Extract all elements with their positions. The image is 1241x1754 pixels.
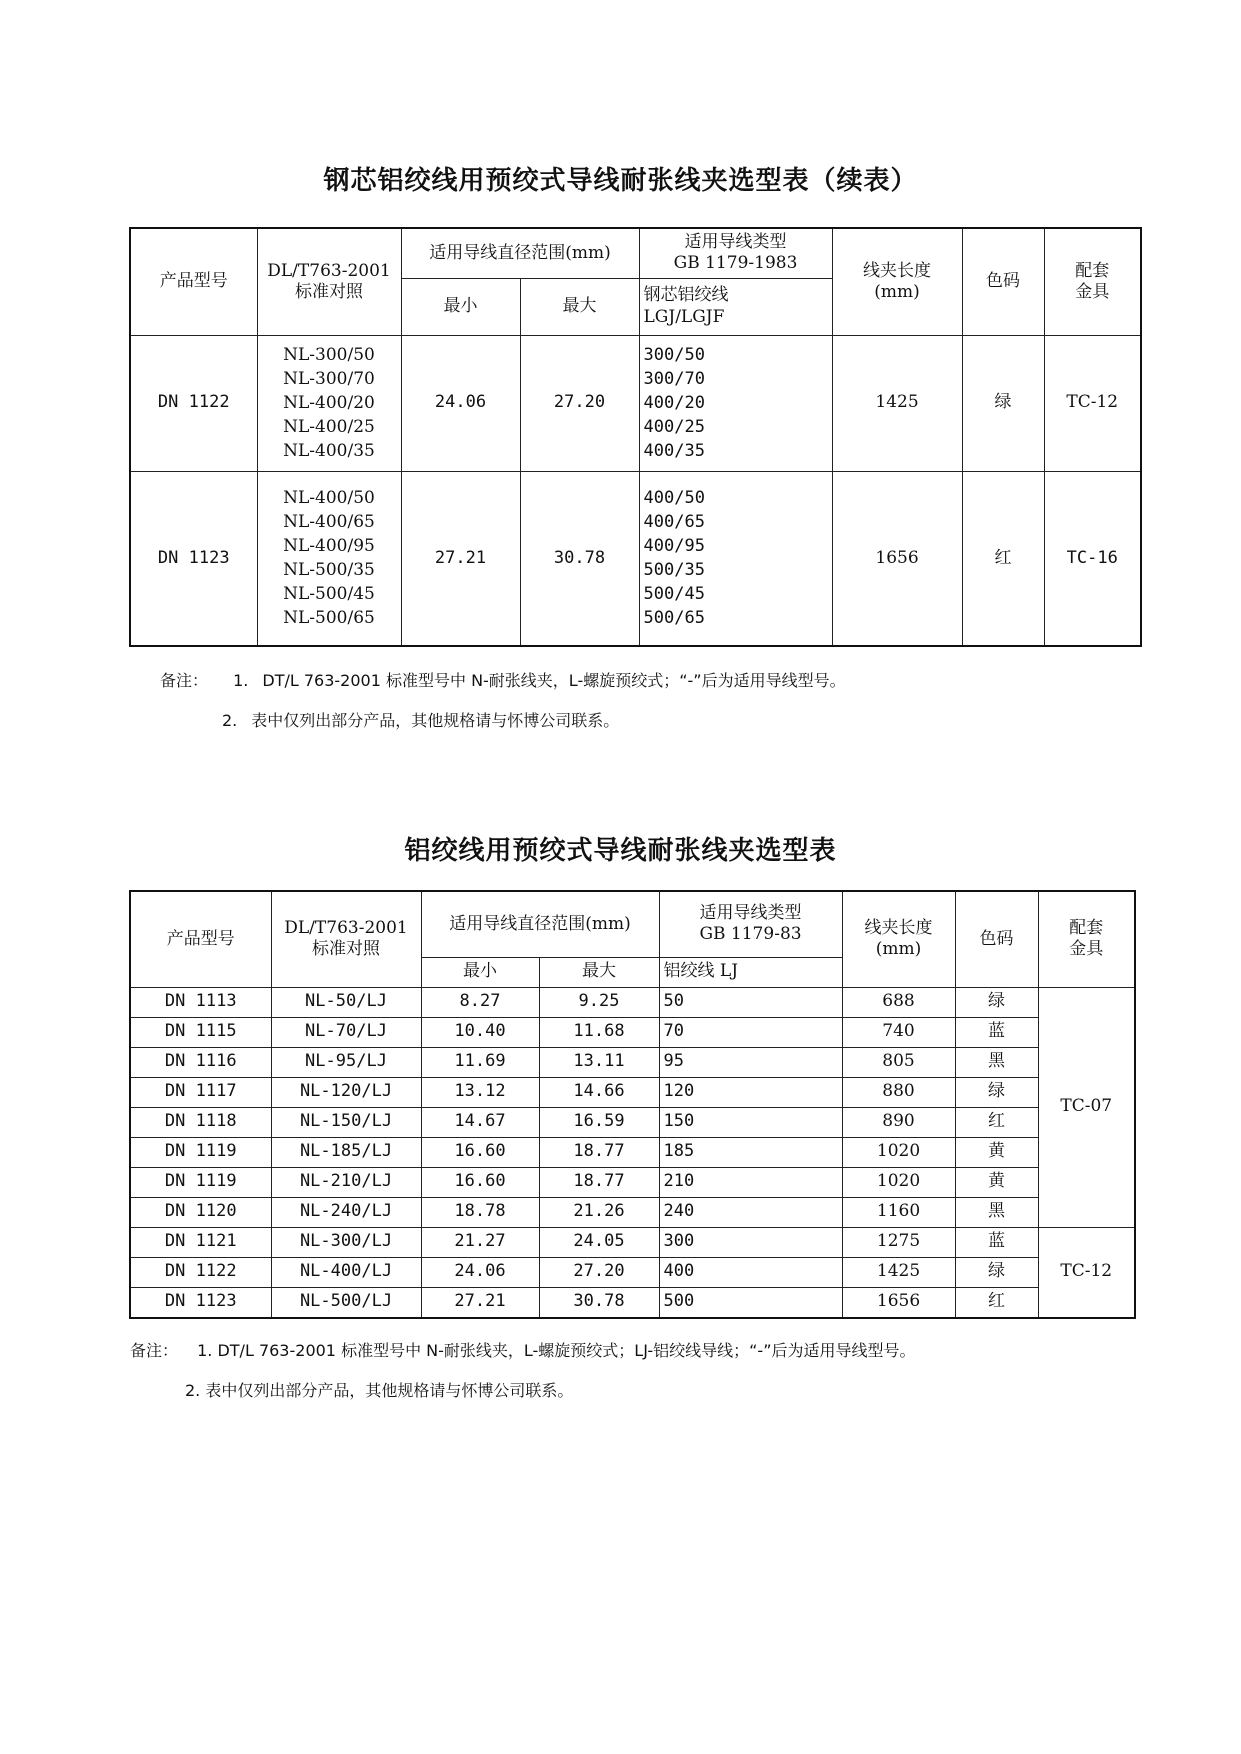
- t2-cell-min: 24.06: [421, 1257, 539, 1287]
- t2-cell-color: 蓝: [955, 1227, 1038, 1257]
- t2-cell-type: 300: [659, 1227, 842, 1257]
- t2-cell-standard: NL-50/LJ: [271, 987, 421, 1017]
- t2-cell-type: 210: [659, 1167, 842, 1197]
- t2-fitting-group: TC-07: [1038, 987, 1135, 1227]
- table-row: [130, 1287, 1135, 1318]
- t2-cell-type: 50: [659, 987, 842, 1017]
- t2-cell-color: 红: [955, 1107, 1038, 1137]
- t1-header-fitting-line1: 配套: [1075, 260, 1110, 281]
- t2-note2: [185, 1378, 573, 1401]
- t2-header-standard-line2: 标准对照: [312, 939, 380, 960]
- t2-cell-min: 16.60: [421, 1167, 539, 1197]
- t2-cell-color: 黑: [955, 1197, 1038, 1227]
- t2-cell-standard: NL-185/LJ: [271, 1137, 421, 1167]
- t1-row1-types: [639, 471, 832, 646]
- t1-row0-fitting: TC-12: [1044, 335, 1141, 471]
- t1-row1-max: 30.78: [520, 471, 639, 646]
- t2-cell-standard: NL-95/LJ: [271, 1047, 421, 1077]
- t1-row0-length: 1425: [832, 335, 962, 471]
- table2: [129, 890, 1136, 1319]
- t1-row1-standard: NL-400/50: [283, 488, 375, 509]
- t1-row1-model: DN 1123: [130, 471, 257, 646]
- table-row: [130, 1137, 1135, 1167]
- t1-header-length: [832, 228, 962, 335]
- t1-row1-standard: NL-400/95: [283, 536, 375, 557]
- t1-header-fitting: [1044, 228, 1141, 335]
- t2-cell-length: 1656: [842, 1287, 955, 1318]
- t2-header-diameter: 适用导线直径范围(mm): [421, 891, 659, 957]
- t1-row0-standard: NL-300/70: [283, 369, 375, 389]
- t2-cell-model: DN 1120: [130, 1197, 271, 1227]
- t2-cell-type: 500: [659, 1287, 842, 1318]
- t2-header-min: 最小: [421, 957, 539, 987]
- table-row: [130, 1077, 1135, 1107]
- table-row: [130, 471, 1141, 646]
- t2-cell-min: 18.78: [421, 1197, 539, 1227]
- t2-cell-model: DN 1119: [130, 1167, 271, 1197]
- t2-cell-model: DN 1117: [130, 1077, 271, 1107]
- t1-row1-type: 500/45: [643, 584, 705, 605]
- t1-header-standard: [257, 228, 401, 335]
- t2-cell-color: 黄: [955, 1167, 1038, 1197]
- t2-cell-max: 9.25: [539, 987, 659, 1017]
- table-row: [130, 1257, 1135, 1287]
- t1-row1-type: 500/65: [643, 608, 705, 629]
- t1-row1-standards: [257, 471, 401, 646]
- t1-header-color: 色码: [962, 228, 1044, 335]
- t2-cell-min: 21.27: [421, 1227, 539, 1257]
- t2-header-fitting-line1: 配套: [1069, 918, 1104, 938]
- t2-cell-min: 13.12: [421, 1077, 539, 1107]
- t1-header-type-sub: [639, 278, 832, 335]
- t2-cell-max: 24.05: [539, 1227, 659, 1257]
- t1-row1-min: 27.21: [401, 471, 520, 646]
- t1-row0-type: 400/25: [643, 417, 705, 437]
- t2-cell-max: 16.59: [539, 1107, 659, 1137]
- t2-header-max: 最大: [539, 957, 659, 987]
- table-row: [130, 1197, 1135, 1227]
- t2-header-length-line1: 线夹长度: [864, 918, 933, 938]
- t2-header-color: 色码: [955, 891, 1038, 987]
- t2-cell-model: DN 1123: [130, 1287, 271, 1318]
- t2-cell-max: 11.68: [539, 1017, 659, 1047]
- t1-row1-standard: NL-500/45: [283, 584, 375, 605]
- t2-cell-length: 740: [842, 1017, 955, 1047]
- t1-row1-type: 400/65: [643, 512, 705, 533]
- t2-note-label: 备注：: [130, 1341, 179, 1360]
- t1-row0-type: 400/35: [643, 441, 705, 461]
- t2-cell-length: 688: [842, 987, 955, 1017]
- t2-cell-min: 8.27: [421, 987, 539, 1017]
- t2-cell-min: 27.21: [421, 1287, 539, 1318]
- t2-cell-standard: NL-120/LJ: [271, 1077, 421, 1107]
- t1-header-length-line2: (mm): [874, 281, 920, 302]
- t1-row0-color: 绿: [962, 335, 1044, 471]
- table-row: [130, 1047, 1135, 1077]
- t1-row1-type: 400/95: [643, 536, 705, 557]
- t2-cell-max: 30.78: [539, 1287, 659, 1318]
- t1-row0-standard: NL-400/25: [283, 417, 375, 437]
- t2-cell-max: 13.11: [539, 1047, 659, 1077]
- t2-cell-min: 10.40: [421, 1017, 539, 1047]
- table-row: [130, 1167, 1135, 1197]
- t1-note2-num: 2.: [222, 711, 238, 730]
- t2-cell-color: 黑: [955, 1047, 1038, 1077]
- t1-row0-type: 300/50: [643, 345, 705, 365]
- t1-row1-color: 红: [962, 471, 1044, 646]
- t2-header-model: 产品型号: [130, 891, 271, 987]
- t1-header-min: 最小: [401, 278, 520, 335]
- t2-header-length: [842, 891, 955, 987]
- t2-cell-standard: NL-70/LJ: [271, 1017, 421, 1047]
- t1-header-length-line1: 线夹长度: [863, 260, 932, 281]
- t1-row1-fitting: TC-16: [1044, 471, 1141, 646]
- table2-title: 铝绞线用预绞式导线耐张线夹选型表: [404, 836, 837, 866]
- t1-row0-type: 400/20: [643, 393, 705, 413]
- t2-cell-length: 1020: [842, 1167, 955, 1197]
- t2-note1-text: 1. DT/L 763-2001 标准型号中 N-耐张线夹，L-螺旋预绞式；LJ-铝绞线导线；“-”后为适用导线型号。: [197, 1341, 916, 1360]
- t1-row0-standards: [257, 335, 401, 471]
- t2-header-length-line2: (mm): [875, 939, 922, 960]
- t2-cell-standard: NL-150/LJ: [271, 1107, 421, 1137]
- t1-row1-type: 400/50: [643, 488, 705, 509]
- t1-note1-text: DT/L 763-2001 标准型号中 N-耐张线夹，L-螺旋预绞式；“-”后为适用导线型号。: [262, 671, 846, 690]
- t2-cell-min: 16.60: [421, 1137, 539, 1167]
- t2-cell-max: 14.66: [539, 1077, 659, 1107]
- t2-cell-model: DN 1119: [130, 1137, 271, 1167]
- t2-header-standard-line1: DL/T763-2001: [284, 918, 408, 938]
- t2-cell-standard: NL-300/LJ: [271, 1227, 421, 1257]
- t2-cell-model: DN 1113: [130, 987, 271, 1017]
- t2-cell-length: 880: [842, 1077, 955, 1107]
- t2-cell-length: 890: [842, 1107, 955, 1137]
- t2-cell-type: 70: [659, 1017, 842, 1047]
- t2-cell-standard: NL-210/LJ: [271, 1167, 421, 1197]
- t2-cell-type: 240: [659, 1197, 842, 1227]
- t1-note2-text: 表中仅列出部分产品，其他规格请与怀博公司联系。: [251, 711, 620, 730]
- t1-row0-model: DN 1122: [130, 335, 257, 471]
- t1-row1-standard: NL-500/35: [283, 560, 375, 581]
- t2-cell-model: DN 1115: [130, 1017, 271, 1047]
- t1-row1-type: 500/35: [643, 560, 705, 581]
- t2-fitting-group: TC-12: [1038, 1227, 1135, 1318]
- t2-body: [130, 987, 1135, 1318]
- table-row: [130, 1227, 1135, 1257]
- t2-cell-length: 1020: [842, 1137, 955, 1167]
- t2-cell-standard: NL-500/LJ: [271, 1287, 421, 1318]
- t2-header-fitting: [1038, 891, 1135, 987]
- table-row: [130, 1017, 1135, 1047]
- t2-header-standard: [271, 891, 421, 987]
- t1-row0-standard: NL-300/50: [283, 345, 375, 365]
- table1-title: 钢芯铝绞线用预绞式导线耐张线夹选型表（续表）: [323, 166, 918, 196]
- t1-header-type-line1: 适用导线类型: [684, 232, 787, 252]
- t2-cell-color: 绿: [955, 1077, 1038, 1107]
- t1-note2: [222, 708, 619, 731]
- t1-row0-standard: NL-400/20: [283, 393, 375, 413]
- t2-cell-type: 150: [659, 1107, 842, 1137]
- t1-row0-max: 27.20: [520, 335, 639, 471]
- t2-cell-model: DN 1118: [130, 1107, 271, 1137]
- table-row: [130, 1107, 1135, 1137]
- t2-cell-model: DN 1116: [130, 1047, 271, 1077]
- t1-header-type: [639, 228, 832, 278]
- t1-row1-length: 1656: [832, 471, 962, 646]
- t1-header-type-line2: GB 1179-1983: [673, 253, 798, 274]
- t2-cell-length: 1275: [842, 1227, 955, 1257]
- t2-cell-type: 95: [659, 1047, 842, 1077]
- table-row: [130, 987, 1135, 1017]
- t1-note1-num: 1.: [233, 671, 249, 690]
- t2-header-type-line1: 适用导线类型: [699, 903, 802, 923]
- t1-header-diameter: 适用导线直径范围(mm): [401, 228, 639, 278]
- table-row: [130, 335, 1141, 471]
- t2-cell-color: 黄: [955, 1137, 1038, 1167]
- t2-note2-text: 2. 表中仅列出部分产品，其他规格请与怀博公司联系。: [185, 1381, 574, 1400]
- t1-header-max: 最大: [520, 278, 639, 335]
- t2-cell-max: 18.77: [539, 1167, 659, 1197]
- t2-cell-length: 805: [842, 1047, 955, 1077]
- t2-cell-max: 27.20: [539, 1257, 659, 1287]
- t1-row1-standard: NL-500/65: [283, 608, 375, 629]
- t2-cell-length: 1160: [842, 1197, 955, 1227]
- t1-row1-standard: NL-400/65: [283, 512, 375, 533]
- t2-cell-standard: NL-400/LJ: [271, 1257, 421, 1287]
- t2-note1: [130, 1338, 916, 1361]
- t2-cell-standard: NL-240/LJ: [271, 1197, 421, 1227]
- t1-row0-type: 300/70: [643, 369, 705, 389]
- t2-cell-type: 120: [659, 1077, 842, 1107]
- t2-cell-color: 红: [955, 1287, 1038, 1318]
- t2-cell-max: 21.26: [539, 1197, 659, 1227]
- t1-header-type-sub-line2: LGJ/LGJF: [643, 306, 725, 327]
- t2-cell-length: 1425: [842, 1257, 955, 1287]
- t2-cell-model: DN 1122: [130, 1257, 271, 1287]
- t1-row0-types: [639, 335, 832, 471]
- t1-header-model: 产品型号: [130, 228, 257, 335]
- t2-cell-color: 绿: [955, 1257, 1038, 1287]
- t2-header-fitting-line2: 金具: [1069, 939, 1104, 960]
- t2-cell-type: 400: [659, 1257, 842, 1287]
- t1-note1: [160, 668, 846, 691]
- t2-cell-model: DN 1121: [130, 1227, 271, 1257]
- t2-cell-max: 18.77: [539, 1137, 659, 1167]
- t1-row0-min: 24.06: [401, 335, 520, 471]
- table1: [129, 227, 1142, 647]
- t2-cell-min: 14.67: [421, 1107, 539, 1137]
- t2-header-type-sub: 铝绞线 LJ: [659, 957, 842, 987]
- t2-cell-color: 绿: [955, 987, 1038, 1017]
- t2-cell-type: 185: [659, 1137, 842, 1167]
- t2-header-type: [659, 891, 842, 957]
- t1-header-fitting-line2: 金具: [1075, 281, 1110, 302]
- t1-header-type-sub-line1: 钢芯铝绞线: [643, 285, 729, 306]
- t2-cell-color: 蓝: [955, 1017, 1038, 1047]
- t1-header-standard-line2: 标准对照: [295, 281, 363, 302]
- t1-header-standard-line1: DL/T763-2001: [267, 260, 391, 281]
- t2-cell-min: 11.69: [421, 1047, 539, 1077]
- t1-row0-standard: NL-400/35: [283, 441, 375, 461]
- t1-note-label: 备注：: [160, 671, 209, 690]
- t2-header-type-line2: GB 1179-83: [699, 924, 802, 945]
